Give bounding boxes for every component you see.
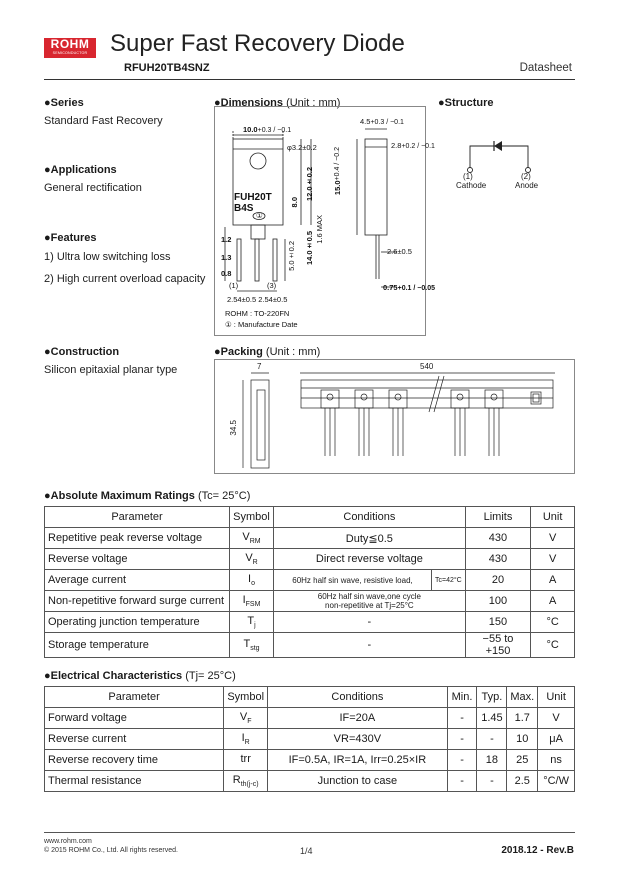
abs-max-table — [44, 506, 575, 658]
symbol-cell: $I_{FSM}$ — [230, 591, 274, 612]
max-cell: 1.7 — [507, 708, 538, 729]
unit-cell: V — [531, 528, 575, 549]
packing-dim-len: 540 — [420, 362, 434, 371]
cond-cell: - — [274, 612, 466, 633]
header-divider — [44, 79, 575, 80]
symbol-cell: $V_R$ — [230, 549, 274, 570]
dim-14max: 1.6 MAX — [315, 215, 324, 244]
param-cell: Forward voltage — [45, 708, 224, 729]
symbol-cell: $T_{stg}$ — [230, 633, 274, 658]
typ-cell: - — [477, 771, 507, 792]
param-cell: Reverse voltage — [45, 549, 230, 570]
symbol-cell: $V_F$ — [224, 708, 268, 729]
dim-height-50: 5.0±0.2 — [287, 241, 296, 271]
marking-line-1: FUH20T — [234, 192, 272, 203]
param-cell: Thermal resistance — [45, 771, 224, 792]
abs-max-heading: ●Absolute Maximum Ratings (Tc= 25°C) — [44, 490, 251, 502]
dim-width-28: 2.8+0.2 / −0.1 — [391, 141, 435, 150]
col-symbol: Symbol — [224, 687, 268, 708]
table-row — [45, 570, 575, 591]
unit-cell: ns — [538, 750, 575, 771]
cond-cell: 60Hz half sin wave,one cycle non-repetitive at Tj=25°C — [274, 591, 466, 612]
page-title: Super Fast Recovery Diode — [110, 30, 405, 57]
table-row — [45, 750, 575, 771]
pin-3-label: (3) — [267, 281, 277, 290]
package-name: ROHM : TO-220FN — [225, 309, 290, 318]
col-parameter: Parameter — [45, 507, 230, 528]
col-unit: Unit — [531, 507, 575, 528]
param-cell: Operating junction temperature — [45, 612, 230, 633]
cond-cell: IF=0.5A, IR=1A, Irr=0.25×IR — [268, 750, 447, 771]
symbol-cell: $V_{RM}$ — [230, 528, 274, 549]
packing-heading: ●Packing (Unit : mm) — [214, 346, 321, 358]
cond-cell: Direct reverse voltage — [274, 549, 466, 570]
unit-cell: °C — [531, 612, 575, 633]
cond-cell: Junction to case — [268, 771, 447, 792]
unit-cell: μA — [538, 729, 575, 750]
limit-cell: 150 — [465, 612, 531, 633]
dim-width-45: 4.5+0.3 / −0.1 — [360, 117, 404, 126]
dim-height-140: 14.0±0.5 — [305, 231, 314, 266]
max-cell: 2.5 — [507, 771, 538, 792]
param-cell: Repetitive peak reverse voltage — [45, 528, 230, 549]
part-number: RFUH20TB4SNZ — [124, 62, 210, 74]
abs-max-header-row — [45, 507, 575, 528]
table-row — [45, 771, 575, 792]
cond-cell: - — [274, 633, 466, 658]
dim-pitch: 2.54±0.5 2.54±0.5 — [227, 295, 288, 304]
param-cell: Reverse recovery time — [45, 750, 224, 771]
date-note: ① : Manufacture Date — [225, 320, 298, 329]
cond-cell: 60Hz half sin wave, resistive load, — [274, 570, 432, 591]
dim-lead-26: 2.6±0.5 — [387, 247, 412, 256]
unit-cell: A — [531, 570, 575, 591]
elec-table — [44, 686, 575, 792]
min-cell: - — [447, 771, 477, 792]
dim-hole-phi: φ3.2±0.2 — [287, 143, 317, 152]
unit-cell: °C — [531, 633, 575, 658]
limit-cell: −55 to +150 — [465, 633, 531, 658]
cond-cell: Duty≦0.5 — [274, 528, 466, 549]
rohm-logo — [44, 38, 96, 58]
cond2-cell: Tc=42°C — [432, 570, 466, 591]
limit-cell: 430 — [465, 528, 531, 549]
packing-dim-h: 34.5 — [229, 420, 238, 436]
dimensions-drawing — [214, 106, 435, 336]
table-row — [45, 729, 575, 750]
dim-height-80: 8.0 — [290, 197, 299, 208]
limit-cell: 20 — [465, 570, 531, 591]
max-cell: 25 — [507, 750, 538, 771]
features-heading: ●Features — [44, 232, 97, 244]
dim-height-150: 15.0+0.4 / −0.2 — [333, 147, 342, 196]
symbol-cell: $I_o$ — [230, 570, 274, 591]
col-min: Min. — [447, 687, 477, 708]
param-cell: Reverse current — [45, 729, 224, 750]
param-cell: Storage temperature — [45, 633, 230, 658]
pin-1-label: (1) — [229, 281, 239, 290]
limit-cell: 430 — [465, 549, 531, 570]
structure-pin1: (1) — [463, 172, 473, 181]
table-row — [45, 528, 575, 549]
unit-cell: °C/W — [538, 771, 575, 792]
elec-heading: ●Electrical Characteristics (Tj= 25°C) — [44, 670, 236, 682]
applications-text: General rectification — [44, 182, 142, 194]
table-row — [45, 591, 575, 612]
applications-heading: ●Applications — [44, 164, 117, 176]
col-conditions: Conditions — [268, 687, 447, 708]
series-heading: ●Series — [44, 97, 84, 109]
col-conditions: Conditions — [274, 507, 466, 528]
construction-heading: ●Construction — [44, 346, 120, 358]
min-cell: - — [447, 729, 477, 750]
param-cell: Average current — [45, 570, 230, 591]
col-parameter: Parameter — [45, 687, 224, 708]
footer-url[interactable]: www.rohm.com — [44, 838, 92, 845]
revision: 2018.12 - Rev.B — [501, 845, 574, 856]
typ-cell: 18 — [477, 750, 507, 771]
typ-cell: - — [477, 729, 507, 750]
marking-line-2: B4S — [234, 203, 254, 214]
symbol-cell: $T_j$ — [230, 612, 274, 633]
series-text: Standard Fast Recovery — [44, 115, 163, 127]
table-row — [45, 633, 575, 658]
symbol-cell: $R_{th(j-c)}$ — [224, 771, 268, 792]
min-cell: - — [447, 750, 477, 771]
table-row — [45, 549, 575, 570]
typ-cell: 1.45 — [477, 708, 507, 729]
packing-drawing — [214, 359, 575, 474]
col-symbol: Symbol — [230, 507, 274, 528]
dim-lead-075: 0.75+0.1 / −0.05 — [383, 283, 435, 292]
packing-tube — [215, 360, 576, 475]
col-unit: Unit — [538, 687, 575, 708]
elec-header-row — [45, 687, 575, 708]
unit-cell: V — [538, 708, 575, 729]
max-cell: 10 — [507, 729, 538, 750]
packing-dim-w: 7 — [257, 362, 262, 371]
dim-08: 0.8 — [221, 269, 232, 278]
logo-sub: SEMICONDUCTOR — [52, 51, 88, 55]
dim-width-10: 10.0+0.3 / −0.1 — [243, 125, 292, 134]
dimensions-heading: ●Dimensions (Unit : mm) — [214, 97, 341, 109]
structure-pin2: (2) — [521, 172, 531, 181]
symbol-cell: $I_R$ — [224, 729, 268, 750]
structure-heading: ●Structure — [438, 97, 494, 109]
page-number: 1/4 — [300, 846, 313, 856]
dim-height-120: 12.0±0.2 — [305, 167, 314, 202]
unit-cell: A — [531, 591, 575, 612]
col-limits: Limits — [465, 507, 531, 528]
table-row — [45, 612, 575, 633]
cond-cell: VR=430V — [268, 729, 447, 750]
col-max: Max. — [507, 687, 538, 708]
marking-date: ① — [256, 211, 263, 220]
col-typ: Typ. — [477, 687, 507, 708]
symbol-cell: trr — [224, 750, 268, 771]
min-cell: - — [447, 708, 477, 729]
feature-item-2: 2) High current overload capacity — [44, 273, 206, 285]
feature-item-1: 1) Ultra low switching loss — [44, 251, 171, 263]
footer-copyright: © 2015 ROHM Co., Ltd. All rights reserved. — [44, 847, 178, 854]
doc-type: Datasheet — [519, 62, 572, 74]
logo-text: ROHM — [50, 37, 90, 51]
unit-cell: V — [531, 549, 575, 570]
footer-divider — [44, 832, 575, 833]
structure-cathode: Cathode — [456, 181, 487, 190]
cond-cell: IF=20A — [268, 708, 447, 729]
param-cell: Non-repetitive forward surge current — [45, 591, 230, 612]
diode-symbol — [440, 112, 575, 192]
dim-13: 1.3 — [221, 253, 232, 262]
construction-text: Silicon epitaxial planar type — [44, 364, 178, 376]
table-row — [45, 708, 575, 729]
limit-cell: 100 — [465, 591, 531, 612]
structure-anode: Anode — [515, 181, 539, 190]
dim-12: 1.2 — [221, 235, 232, 244]
